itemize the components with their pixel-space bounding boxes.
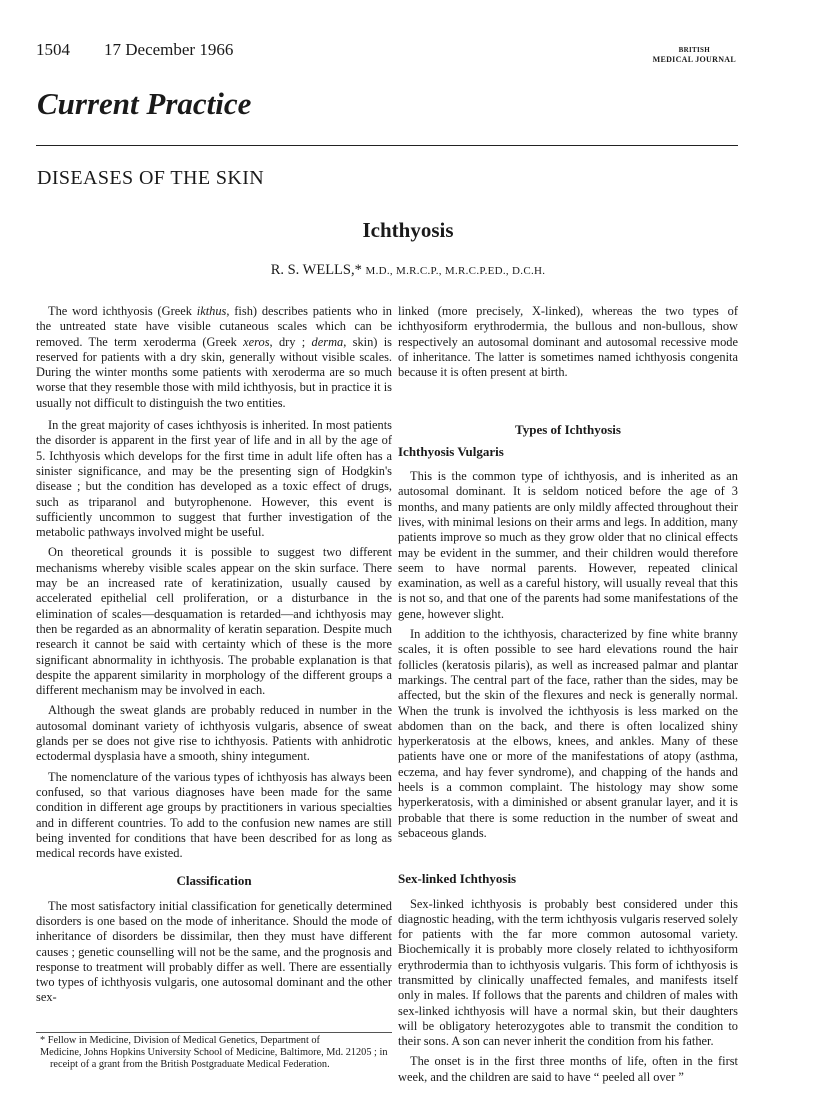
journal-name xyxy=(653,46,736,64)
heading-classification: Classification xyxy=(176,873,252,889)
text-run-italic: derma xyxy=(311,334,344,349)
text-run-italic: xeros xyxy=(243,334,270,349)
journal-name-line1: BRITISH xyxy=(678,46,710,54)
paragraph: In addition to the ichthyosis, characterized by fine white branny scales, it is often possible to see hard elevations round the hair follicles (keratosis pilaris), as well as increased palmar and plantar markings. The central part of the face, rather than the sides, may be affected, but the skin of the flexures and neck is generally normal. When the trunk is involved the ichthyosis is less marked on the abdomen than on the back, and there is often localized shiny hyperkeratosis at the elbows, knees, and ankles. Many of these patients have one or more of the manifestations of atopy (asthma, eczema, and hay fever syndrome), and chapping of the hands and heels is a common complaint. The histology may show some hyperkeratosis, with a diminished or absent granular layer, and it is probable that there is some reduction in the number of sweat and sebaceous glands. xyxy=(398,627,738,840)
column-left xyxy=(36,304,392,1006)
footnote-rest: Medicine, Johns Hopkins University School of Medicine, Baltimore, Md. 21205 ; in receipt of a grant from the British Postgraduate Medical Federation. xyxy=(40,1047,388,1070)
paragraph: On theoretical grounds it is possible to suggest two different mechanisms whereby visible scales appear on the skin surface. There may be an increased rate of keratinization, usually caused by accelerated epithelial cell proliferation, or a disturbance in the elimination of scales—desquamation is retarded—and ichthyosis may then be regarded as an abnormality of keratin separation. Despite much research it cannot be said with certainty which of these is the more significant abnormality in ichthyosis. The probable explanation is that despite the apparent similarity in morphology of the different groups a different mechanism may be involved in each. xyxy=(36,545,392,698)
text-run: , fish) describes patients who in the untreated state have visible cutaneous scales which can be removed. The term xeroderma (Greek xyxy=(36,304,392,349)
author-line xyxy=(0,262,816,279)
text-run: , dry ; xyxy=(269,334,312,349)
issue-date: 17 December 1966 xyxy=(104,40,234,59)
paragraph: The most satisfactory initial classification for genetically determined disorders is one based on the mode of inheritance. Should the mode of inheritance of disorders be dissimilar, then they must have different causes ; genetic counselling will not be the same, and the prognosis and response to treatment will probably differ as well. There are essentially two types of ichthyosis vulgaris, one autosomal dominant and the other sex- xyxy=(36,898,392,1005)
heading-sex-linked: Sex-linked Ichthyosis xyxy=(398,871,517,887)
article-title: Ichthyosis xyxy=(362,218,454,242)
subject-heading: DISEASES OF THE SKIN xyxy=(37,167,265,189)
section-divider xyxy=(36,145,738,146)
page-number: 1504 xyxy=(36,40,70,59)
heading-vulgaris: Ichthyosis Vulgaris xyxy=(398,443,504,459)
section-title: Current Practice xyxy=(37,86,252,121)
paragraph: linked (more precisely, X-linked), whereas the two types of ichthyosiform erythrodermia, the bullous and non-bullous, show respectively an autosomal dominant and autosomal recessive mode of inheritance. The latter is sometimes named ichthyosis congenita because it is often present at birth. xyxy=(398,304,738,380)
heading-types: Types of Ichthyosis xyxy=(515,422,621,438)
text-run: , skin) is reserved for patients with a dry skin, generally without visible scales. During the winter months some patients with xeroderma are so much worse that they resemble those with mild ichthyosis, but in practice it is usually not difficult to distinguish the two entities. xyxy=(36,334,392,410)
text-run: The word ichthyosis (Greek xyxy=(48,304,197,318)
paragraph: In the great majority of cases ichthyosis is inherited. In most patients the disorder is apparent in the first year of life and in all by the age of 5. Ichthyosis which develops for the first time in adult life often has a sinister significance, and may be the presenting sign of Hodgkin's disease ; but the condition has developed as a toxic effect of drugs, such as triparanol and butyrophenone. However, this event is sufficiently uncommon to suggest that further investigation of the metabolic pathways involved might be useful. xyxy=(36,418,392,540)
paragraph: Although the sweat glands are probably reduced in number in the autosomal dominant variety of ichthyosis vulgaris, absence of sweat glands per se does not give rise to ichthyosis. Patients with anhidrotic ectodermal dysplasia have a smooth, shiny integument. xyxy=(36,703,392,764)
journal-name-line2: MEDICAL JOURNAL xyxy=(652,55,736,64)
author-degrees: M.D., M.R.C.P., M.R.C.P.ED., D.C.H. xyxy=(365,265,546,277)
footnote-line1: * Fellow in Medicine, Division of Medical Genetics, Department of xyxy=(40,1035,320,1046)
paragraph: The nomenclature of the various types of ichthyosis has always been confused, so that various diagnoses have been made for the same condition in different age groups by practitioners in various specialties and in different countries. To add to the confusion new names are still being invented for conditions that have been described for as long as medical records have existed. xyxy=(36,769,392,861)
column-right xyxy=(398,304,738,1085)
text-run-italic: ikthus xyxy=(196,304,227,318)
author-footnote xyxy=(36,1032,392,1071)
paragraph: This is the common type of ichthyosis, and is inherited as an autosomal dominant. It is seldom noticed before the age of 3 months, and many patients are only mildly affected throughout their lives, with minimal lesions on their arms and legs. In addition, many patients improve so much as they grow older that no clinical effects may be evident in the summer, and their children would therefore seem to have normal parents. However, repeated clinical examination, as well as a careful history, will usually reveal that this is not so, and that one of the parents had some manifestations of the gene, however slight. xyxy=(398,469,739,621)
paragraph: Sex-linked ichthyosis is probably best considered under this diagnostic heading, with the term ichthyosis vulgaris reserved solely for patients with the far more common autosomal variety. Biochemically it is probably more closely related to ichthyosiform erythrodermia than to ichthyosis vulgaris. This form of ichthyosis is transmitted by clinically unaffected females, and manifests itself only in males. If follows that the parents and children of males with sex-linked ichthyosis will have a normal skin, but their daughters will be obligatory heterozygotes able to transmit the condition to their sons. A son can never inherit the condition from his father. xyxy=(398,896,738,1049)
author-name: R. S. WELLS,* xyxy=(270,262,362,278)
paragraph-intro xyxy=(36,304,392,411)
paragraph: The onset is in the first three months of life, often in the first week, and the children are said to have “ peeled all over ” xyxy=(398,1054,738,1084)
